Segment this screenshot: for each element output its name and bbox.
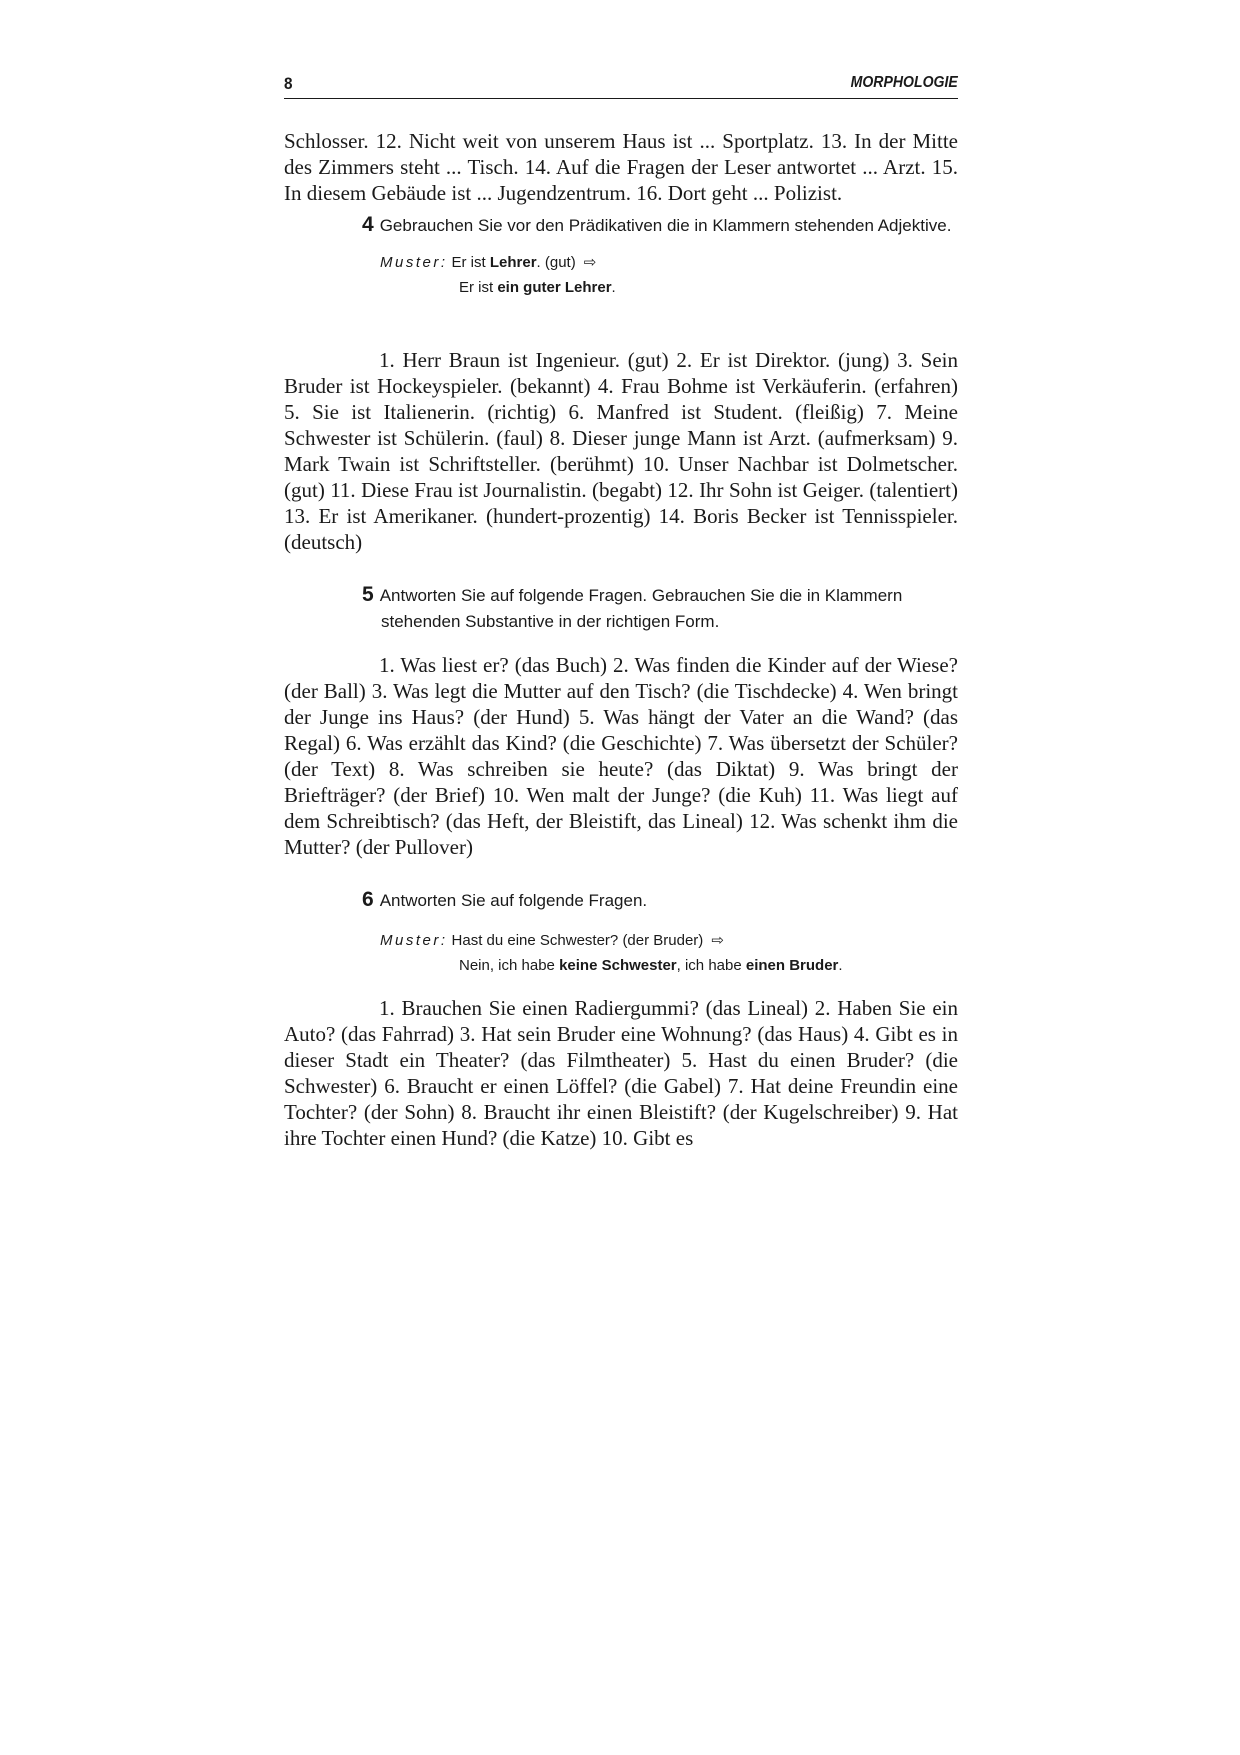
instruction-text: stehenden Substantive in der richtigen Form. [381, 612, 720, 631]
exercise-6-instruction [362, 887, 962, 914]
exercise-number: 5 [362, 583, 374, 606]
exercise-6-text: 1. Brauchen Sie einen Radiergummi? (das Lineal) 2. Haben Sie ein Auto? (das Fahrrad) 3. Hat sein Bruder eine Wohnung? (das Haus) 4. Gibt es in dieser Stadt ein Theater? (das Filmtheater) 5. Hast du einen Bruder? (die Schwester) 6. Braucht er einen Löffel? (die Gabel) 7. Hat deine Freundin eine Tochter? (der Sohn) 8. Braucht ihr einen Bleistift? (der Kugelschreiber) 9. Hat ihre Tochter einen Hund? (die Katze) 10. Gibt es [284, 996, 958, 1150]
exercise-number: 4 [362, 213, 374, 236]
exercise-4-text: 1. Herr Braun ist Ingenieur. (gut) 2. Er ist Direktor. (jung) 3. Sein Bruder ist Hockeyspieler. (bekannt) 4. Frau Bohme ist Verkäuferin. (erfahren) 5. Sie ist Italienerin. (richtig) 6. Manfred ist Student. (fleißig) 7. Meine Schwester ist Schülerin. (faul) 8. Dieser junge Mann ist Arzt. (aufmerksam) 9. Mark Twain ist Schriftsteller. (berühmt) 10. Unser Nachbar ist Dolmetscher. (gut) 11. Diese Frau ist Journalistin. (begabt) 12. Ihr Sohn ist Geiger. (talentiert) 13. Er ist Amerikaner. (hundert-prozentig) 14. Boris Becker ist Tennisspieler. (deutsch) [284, 348, 958, 554]
example-answer-text: Er ist [459, 279, 498, 296]
exercise-number: 6 [362, 888, 374, 911]
instruction-text: Antworten Sie auf folgende Fragen. Gebrauchen Sie die in Klammern [379, 586, 903, 605]
example-answer-text: . [838, 957, 843, 974]
example-answer-text: , ich habe [676, 957, 746, 974]
example-text: Hast du eine Schwester? (der Bruder) [451, 932, 704, 949]
exercise-4-example [380, 250, 960, 300]
running-title: MORPHOLOGIE [850, 74, 958, 91]
exercise-6-example [380, 928, 960, 978]
example-text: . (gut) [536, 254, 576, 271]
arrow-right-icon: ⇨ [583, 254, 597, 271]
page-number: 8 [284, 74, 293, 93]
example-answer-bold: ein guter Lehrer [497, 279, 612, 296]
example-label: Muster: [380, 254, 448, 271]
example-answer-bold: keine Schwester [559, 957, 677, 974]
example-answer-bold: einen Bruder [745, 957, 839, 974]
arrow-right-icon: ⇨ [711, 932, 724, 949]
instruction-text: Gebrauchen Sie vor den Prädikativen die in Klammern stehenden Adjektive. [379, 216, 952, 235]
page-header [284, 72, 958, 99]
exercise-4-instruction [362, 212, 962, 239]
example-bold: Lehrer [489, 254, 537, 271]
example-answer-text: . [611, 279, 616, 296]
example-text: Er ist [451, 254, 490, 271]
exercise-5-instruction [362, 582, 962, 635]
example-label: Muster: [380, 932, 448, 949]
intro-paragraph: Schlosser. 12. Nicht weit von unserem Haus ist ... Sportplatz. 13. In der Mitte des Zimmers steht ... Tisch. 14. Auf die Fragen der Leser antwortet ... Arzt. 15. In diesem Gebäude ist ... Jugendzentrum. 16. Dort geht ... Polizist. [284, 129, 958, 205]
example-answer-text: Nein, ich habe [459, 957, 560, 974]
exercise-5-text: 1. Was liest er? (das Buch) 2. Was finden die Kinder auf der Wiese? (der Ball) 3. Was legt die Mutter auf den Tisch? (die Tischdecke) 4. Wen bringt der Junge ins Haus? (der Hund) 5. Was hängt der Vater an die Wand? (das Regal) 6. Was erzählt das Kind? (die Geschichte) 7. Was übersetzt der Schüler? (der Text) 8. Was schreiben sie heute? (das Diktat) 9. Was bringt der Briefträger? (der Brief) 10. Wen malt der Junge? (die Kuh) 11. Was liegt auf dem Schreibtisch? (das Heft, der Bleistift, das Lineal) 12. Was schenkt ihm die Mutter? (der Pullover) [284, 653, 958, 859]
instruction-text: Antworten Sie auf folgende Fragen. [379, 891, 648, 910]
